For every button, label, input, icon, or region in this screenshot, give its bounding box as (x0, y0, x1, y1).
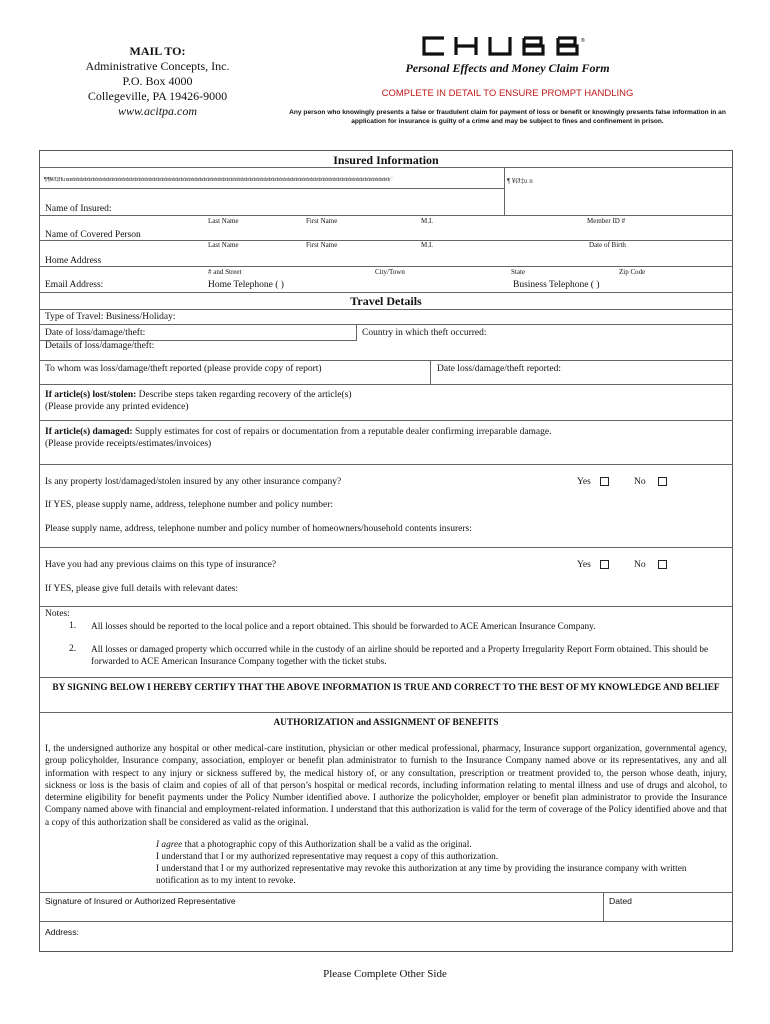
notes-title: Notes: (45, 609, 70, 619)
last-name-label: Last Name (208, 217, 239, 225)
no-label-1: No (634, 477, 646, 487)
agree-1-text: that a photographic copy of this Authorization shall be a valid as the original. (182, 840, 472, 850)
business-phone-label: Business Telephone ( ) (513, 280, 600, 290)
if-yes-policy-label: If YES, please supply name, address, telephone number and policy number: (45, 500, 334, 510)
if-yes-details-label: If YES, please give full details with relevant dates: (45, 584, 239, 594)
home-address-label: Home Address (45, 256, 102, 266)
lost-stolen-label: If article(s) lost/stolen: (45, 390, 137, 400)
lost-stolen-line (45, 390, 352, 400)
first-name-label-2: First Name (306, 241, 338, 249)
agree-emphasis: I agree (156, 840, 183, 850)
insured-section-title: Insured Information (333, 153, 439, 167)
previous-claims-question: Have you had any previous claims on this type of insurance? (45, 560, 277, 570)
dob-label: Date of Birth (589, 241, 626, 249)
signature-label: Signature of Insured or Authorized Representative (45, 896, 236, 906)
last-name-label-2: Last Name (208, 241, 239, 249)
insured-elsewhere-question: Is any property lost/damaged/stolen insured by any other insurance company? (45, 477, 342, 487)
agree-line-2: I understand that I or my authorized representative may request a copy of this authorization. (156, 852, 499, 862)
covered-person-label: Name of Covered Person (45, 230, 141, 240)
complete-instruction: COMPLETE IN DETAIL TO ENSURE PROMPT HANDLING (381, 88, 634, 99)
certify-statement: BY SIGNING BELOW I HEREBY CERTIFY THAT THE ABOVE INFORMATION IS TRUE AND CORRECT TO THE BEST OF MY KNOWLEDGE AND BELIEF (52, 683, 720, 693)
mi-label-2: M.I. (421, 241, 434, 249)
travel-section-title: Travel Details (350, 294, 422, 308)
note-1-number: 1. (69, 621, 77, 631)
no-checkbox-2[interactable] (658, 560, 667, 569)
lost-stolen-note: (Please provide any printed evidence) (45, 402, 189, 412)
note-2-number: 2. (69, 644, 77, 654)
form-title: Personal Effects and Money Claim Form (405, 61, 610, 75)
address-label: Address: (45, 927, 79, 937)
mi-label: M.I. (421, 217, 434, 225)
yes-label-1: Yes (577, 477, 591, 487)
first-name-label: First Name (306, 217, 338, 225)
city-label: City/Town (375, 268, 405, 276)
details-label: Details of loss/damage/theft: (45, 341, 155, 351)
country-label: Country in which theft occurred: (362, 328, 487, 338)
damaged-note: (Please provide receipts/estimates/invoices) (45, 439, 212, 449)
damaged-label: If article(s) damaged: (45, 427, 133, 437)
no-label-2: No (634, 560, 646, 570)
agree-line-3: I understand that I or my authorized representative may revoke this authorization at any time by providing the insurance company with written notification as to my intent to revoke. (156, 864, 687, 887)
chubb-logo (418, 34, 593, 58)
homeowners-label: Please supply name, address, telephone number and policy number of homeowners/household contents insurers: (45, 524, 472, 534)
yes-checkbox-1[interactable] (600, 477, 609, 486)
state-label: State (511, 268, 525, 276)
authorization-body: I, the undersigned authorize any hospital or other medical-care institution, physician or other medical professional, pharmacy, Insurance support organization, governmental agency, group policyholder, Insurance company, association, employer or benefit plan administrator to furnish to the Insurance Company named above or its representatives, any and all information with respect to any injury or sickness suffered by, the medical history of, or any consultation, prescription or treatment provided to, the person whose death, injury, sickness or loss is the basis of claim and copies of all of that person’s hospital or medical records, including information relating to mental illness and use of drugs and alcohol, to determine eligibility for benefit payments under the Policy Number identified above. I authorize the policyholder, employer or benefit plan administrator to provide the Insurance Company named above with financial and employment-related information. I understand that this authorization is valid for the term of coverage of the Policy identified above and that a copy of this authorization shall be considered as valid as the original. (45, 744, 727, 828)
note-1-text: All losses should be reported to the local police and a report obtained. This should be forwarded to ACE American Insurance Company. (91, 622, 596, 632)
member-id-label: Member ID # (587, 217, 626, 225)
type-of-travel-label: Type of Travel: Business/Holiday: (45, 312, 176, 322)
garbled-field-right: ¶ ¥Ø‡u n (507, 177, 533, 185)
mail-po-box: P.O. Box 4000 (122, 74, 193, 88)
lost-stolen-text: Describe steps taken regarding recovery of the article(s) (136, 390, 352, 400)
date-of-loss-label: Date of loss/damage/theft: (45, 328, 146, 338)
street-label: # and Street (208, 268, 242, 276)
home-phone-label: Home Telephone ( ) (208, 280, 284, 290)
fraud-warning: Any person who knowingly presents a false or fraudulent claim for payment of loss or benefit or knowingly presents false information in an application for insurance is guilty of a crime and may be subject to fines and confinement in prison. (289, 109, 726, 125)
garbled-field: ¶ ¶¥Ø‡Hu nœ̃œ̃œ̃œ̃œ̃œ̃œ̃œ̃œ̃œ̃œ̃œ̃œ̃œ̃œ̃œ̃œ̃œ̃œ̃œ̃œ̃œ̃œ̃œ̃œ̃œ̃œ̃œ̃œ̃œ̃œ̃œ̃œ̃œ̃œ̃œ̃œ̃œ̃œ̃œ̃œ̃œ̃œ̃œ̃œ̃œ̃œ̃œ̃œ̃œ̃œ̃œ̃œ̃œ̃œ̃œ̃œ̃œ̃œ̃œ̃œ̃œ̃œ̃œ̃œ̃œ̃œ̃œ̃œ̃œ̃œ̃œ̃œ̃œ̃œ̃œ̃œ̃œ̃œ̃œ̃œ̃œ̃œ̃œ̃ (44, 177, 391, 183)
yes-checkbox-2[interactable] (600, 560, 609, 569)
authorization-title: AUTHORIZATION and ASSIGNMENT OF BENEFITS (273, 718, 499, 728)
name-of-insured-label: Name of Insured: (45, 204, 112, 214)
damaged-line (45, 427, 552, 437)
email-label: Email Address: (45, 280, 104, 290)
no-checkbox-1[interactable] (658, 477, 667, 486)
damaged-text: Supply estimates for cost of repairs or documentation from a reputable dealer confirming irreparable damage. (132, 427, 552, 437)
footer-note: Please Complete Other Side (323, 968, 447, 980)
mail-to-block (40, 44, 275, 119)
yes-label-2: Yes (577, 560, 591, 570)
dated-label: Dated (609, 896, 632, 906)
mail-to-title: MAIL TO: (129, 44, 186, 58)
agree-line-1 (156, 839, 716, 851)
note-2-text: All losses or damaged property which occurred while in the custody of an airline should be reported and a Property Irregularity Report Form obtained. This should be forwarded to ACE American Insurance Company together with the ticket stubs. (91, 645, 709, 668)
mail-city: Collegeville, PA 19426-9000 (87, 89, 228, 103)
logo-mark: ® (581, 38, 585, 44)
to-whom-label: To whom was loss/damage/theft reported (please provide copy of report) (45, 364, 322, 374)
date-reported-label: Date loss/damage/theft reported: (437, 364, 561, 374)
mail-company: Administrative Concepts, Inc. (85, 59, 230, 73)
mail-website: www.acitpa.com (117, 104, 198, 118)
zip-label: Zip Code (619, 268, 646, 276)
